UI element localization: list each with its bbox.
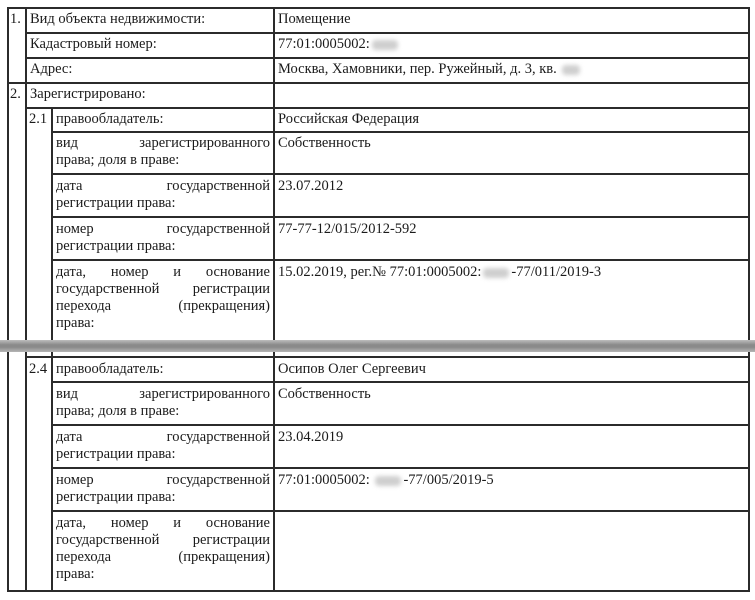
holder-value: Осипов Олег Сергеевич	[278, 361, 426, 377]
reg-number-suffix: -77/005/2019-5	[403, 472, 494, 488]
label-word: и	[173, 264, 182, 280]
reg-number-label	[56, 221, 270, 255]
label-line: права:	[56, 315, 95, 331]
right-type-value: Собственность	[278, 386, 371, 402]
label-word: регистрации	[192, 281, 270, 297]
label-word: государственной	[166, 221, 270, 237]
label-line	[56, 515, 270, 532]
row-divider	[51, 216, 750, 218]
address-text: Москва, Хамовники, пер. Ружейный, д. 3, кв.	[278, 61, 557, 77]
label-line	[56, 281, 270, 298]
reg-number-value	[278, 472, 494, 489]
label-line	[56, 178, 270, 195]
label-word: государственной	[56, 532, 160, 548]
section-number: 2.	[10, 86, 21, 102]
holder-value: Российская Федерация	[278, 111, 420, 127]
label-word: вид	[56, 135, 78, 151]
label-word: государственной	[166, 178, 270, 194]
label-word: номер	[56, 472, 94, 488]
transfer-value-suffix: -77/011/2019-3	[511, 264, 602, 280]
table-border-left	[7, 7, 9, 592]
subsection-number: 2.4	[29, 361, 48, 377]
reg-date-value: 23.04.2019	[278, 429, 344, 445]
table-border-bottom	[7, 590, 750, 592]
row-divider	[7, 82, 750, 84]
row-divider	[51, 381, 750, 383]
label-word: регистрации	[192, 532, 270, 548]
row-divider	[51, 173, 750, 175]
label-word: государственной	[166, 429, 270, 445]
holder-label: правообладатель:	[56, 361, 164, 377]
table-border-top	[7, 7, 750, 9]
label-word: (прекращения)	[178, 549, 270, 565]
cadastral-number-value	[278, 36, 400, 53]
label-word: государственной	[56, 281, 160, 297]
cadastral-number-text: 77:01:0005002:	[278, 36, 370, 52]
label-word: номер	[110, 264, 149, 280]
label-word: дата	[56, 429, 83, 445]
redacted-block	[375, 476, 401, 486]
label-line	[56, 264, 270, 281]
label-word: основание	[205, 515, 270, 531]
label-word: дата,	[56, 264, 87, 280]
label-line	[56, 135, 270, 152]
label-word: государственной	[166, 472, 270, 488]
label-line	[56, 298, 270, 315]
subsection-number: 2.1	[29, 111, 48, 127]
label-line	[56, 386, 270, 403]
redacted-block	[562, 65, 580, 75]
label-word: перехода	[56, 549, 112, 565]
label-word: вид	[56, 386, 78, 402]
label-line	[56, 532, 270, 549]
label-word: основание	[205, 264, 270, 280]
table-border-right	[748, 7, 750, 592]
right-type-label	[56, 386, 270, 420]
holder-label: правообладатель:	[56, 111, 164, 127]
label-word: дата,	[56, 515, 87, 531]
object-type-value: Помещение	[278, 11, 351, 27]
redacted-block	[372, 40, 398, 50]
page-break-separator	[0, 340, 755, 352]
row-divider	[51, 259, 750, 261]
row-divider	[25, 32, 750, 34]
row-divider	[51, 467, 750, 469]
address-value	[278, 61, 582, 78]
label-word: номер	[56, 221, 94, 237]
col-divider-value	[273, 7, 275, 592]
label-line: права; доля в праве:	[56, 403, 180, 419]
transfer-value	[278, 264, 601, 281]
label-word: перехода	[56, 298, 112, 314]
reg-date-value: 23.07.2012	[278, 178, 344, 194]
right-type-label	[56, 135, 270, 169]
label-word: (прекращения)	[178, 298, 270, 314]
transfer-label	[56, 515, 270, 583]
reg-number-prefix: 77:01:0005002:	[278, 472, 370, 488]
cadastral-number-label: Кадастровый номер:	[30, 36, 157, 52]
registered-label: Зарегистрировано:	[30, 86, 146, 102]
col-divider-number	[25, 7, 27, 592]
label-line	[56, 549, 270, 566]
reg-date-label	[56, 178, 270, 212]
row-divider	[25, 356, 750, 358]
label-word: дата	[56, 178, 83, 194]
transfer-value-prefix: 15.02.2019, рег.№ 77:01:0005002:	[278, 264, 482, 280]
label-line	[56, 221, 270, 238]
row-divider	[25, 107, 750, 109]
redacted-block	[483, 268, 509, 278]
label-word: зарегистрированного	[139, 386, 270, 402]
label-line	[56, 472, 270, 489]
address-label: Адрес:	[30, 61, 73, 77]
label-line: регистрации права:	[56, 238, 176, 254]
section-number: 1.	[10, 11, 21, 27]
label-line	[56, 429, 270, 446]
reg-number-value: 77-77-12/015/2012-592	[278, 221, 417, 237]
row-divider	[51, 510, 750, 512]
row-divider	[51, 131, 750, 133]
label-word: зарегистрированного	[139, 135, 270, 151]
label-word: и	[173, 515, 182, 531]
label-line: регистрации права:	[56, 195, 176, 211]
label-word: номер	[110, 515, 149, 531]
reg-number-label	[56, 472, 270, 506]
label-line: регистрации права:	[56, 489, 176, 505]
right-type-value: Собственность	[278, 135, 371, 151]
transfer-label	[56, 264, 270, 332]
row-divider	[25, 57, 750, 59]
label-line: регистрации права:	[56, 446, 176, 462]
label-line: права:	[56, 566, 95, 582]
row-divider	[51, 424, 750, 426]
reg-date-label	[56, 429, 270, 463]
label-line: права; доля в праве:	[56, 152, 180, 168]
object-type-label: Вид объекта недвижимости:	[30, 11, 206, 27]
